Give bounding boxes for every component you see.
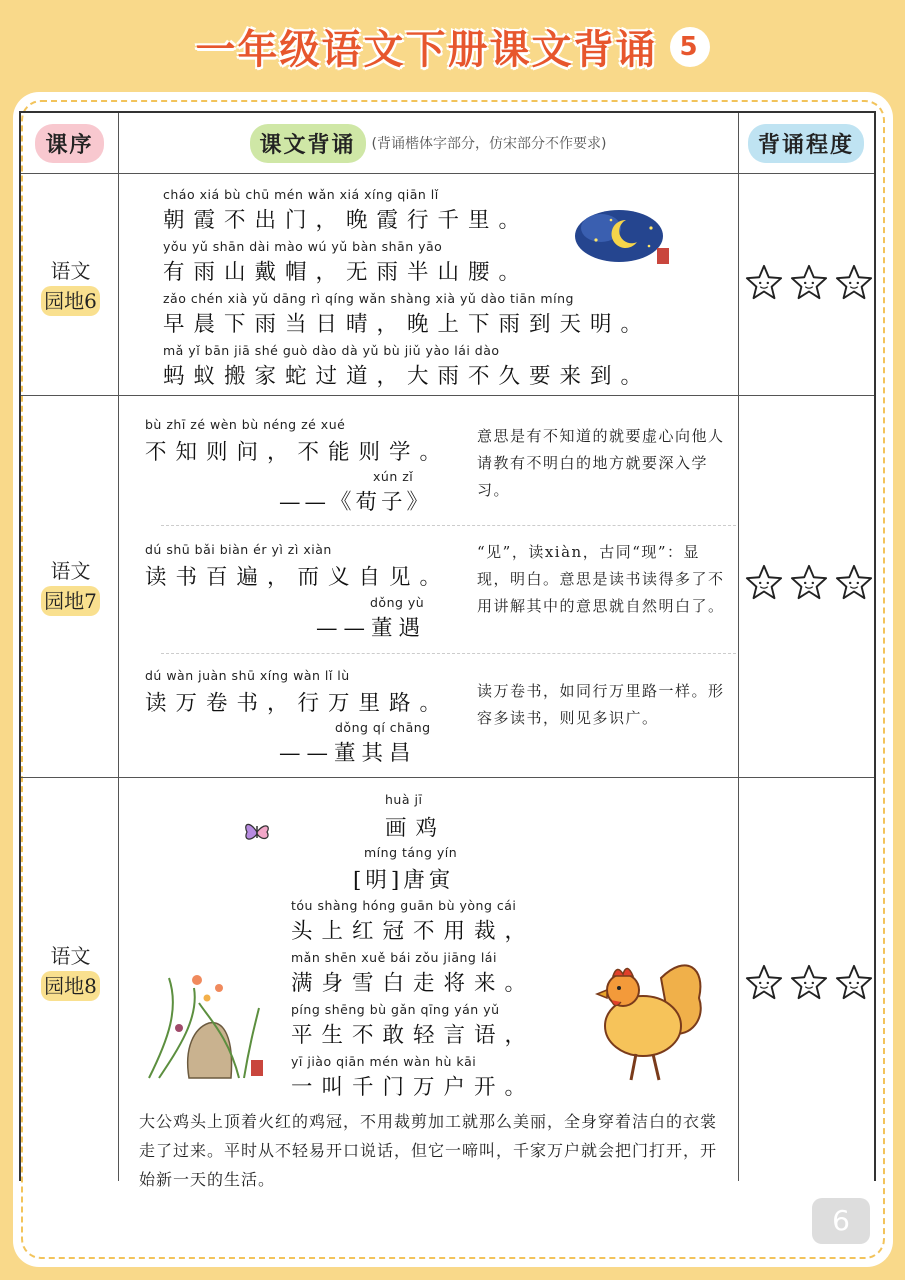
lesson-line2: 园地8 [41, 971, 100, 1001]
source-pinyin: xún zǐ [373, 469, 414, 484]
page-title [0, 18, 905, 75]
source-pinyin: dǒng yù [370, 595, 425, 610]
lesson-line2: 园地6 [41, 286, 100, 316]
text-line: 朝霞不出门，晚霞行千里。 [163, 208, 530, 233]
text-line: 蚂蚁搬家蛇过道，大雨不久要来到。 [163, 364, 652, 389]
night-moon-illustration [571, 198, 671, 278]
text-line: 有雨山戴帽，无雨半山腰。 [163, 260, 530, 285]
source-line: ——董其昌 [279, 741, 417, 766]
pinyin-line: zǎo chén xià yǔ dāng rì qíng wǎn shàng xià yǔ dào tiān míng [163, 291, 574, 306]
lesson-line1: 语文 [50, 559, 91, 583]
stars-row1[interactable] [741, 263, 876, 301]
poem-author: [明]唐寅 [353, 868, 455, 893]
orchid-rock-illustration [139, 968, 269, 1088]
header-progress-label: 背诵程度 [748, 124, 864, 163]
pinyin-line: mǎ yǐ bān jiā shé guò dào dà yǔ bù jiǔ yào lái dào [163, 343, 500, 358]
lesson-line1: 语文 [50, 259, 91, 283]
source-line: ——《荀子》 [279, 490, 433, 515]
header-order [21, 113, 118, 173]
title-text: 一年级语文下册课文背诵 [195, 27, 658, 73]
poem-meaning: 大公鸡头上顶着火红的鸡冠，不用裁剪加工就那么美丽，全身穿着洁白的衣裳走了过来。平时从不轻易开口说话，但它一啼叫，千家万户就会把门打开，开始新一天的生活。 [139, 1112, 718, 1189]
lesson-label-row3 [21, 941, 120, 1001]
recitation-table [19, 111, 876, 1189]
header-text-label: 课文背诵 [250, 124, 366, 163]
header-order-label: 课序 [35, 124, 103, 163]
lesson-line1: 语文 [50, 944, 91, 968]
pinyin-line: cháo xiá bù chū mén wǎn xiá xíng qiān lǐ [163, 187, 439, 202]
header-progress [738, 113, 874, 173]
pinyin-line: dú shū bǎi biàn ér yì zì xiàn [145, 542, 332, 557]
saying-line: 读书百遍，而义自见。 [145, 565, 451, 590]
pinyin-line: yǒu yǔ shān dài mào wú yǔ bàn shān yāo [163, 239, 443, 254]
star-icon[interactable] [790, 563, 828, 601]
source-line: ——董遇 [316, 616, 427, 641]
title-badge: 5 [670, 27, 710, 67]
star-icon[interactable] [835, 563, 873, 601]
butterfly-icon [241, 818, 273, 846]
page-number: 6 [812, 1198, 870, 1244]
star-icon[interactable] [745, 563, 783, 601]
star-icon[interactable] [790, 963, 828, 1001]
stars-row2[interactable] [741, 563, 876, 601]
text-line: 早晨下雨当日晴，晚上下雨到天明。 [163, 312, 652, 337]
source-pinyin: dǒng qí chāng [335, 720, 431, 735]
header-text-note: (背诵楷体字部分，仿宋部分不作要求) [371, 136, 607, 152]
star-icon[interactable] [745, 963, 783, 1001]
poem-author-pinyin: míng táng yín [364, 845, 458, 860]
poem-line: 平生不敢轻言语， [291, 1023, 536, 1048]
poem-line: 满身雪白走将来。 [291, 971, 536, 996]
pinyin-line: yī jiào qiān mén wàn hù kāi [291, 1054, 477, 1069]
star-icon[interactable] [745, 263, 783, 301]
pinyin-line: bù zhī zé wèn bù néng zé xué [145, 417, 346, 432]
star-icon[interactable] [790, 263, 828, 301]
poem-title: 画鸡 [385, 816, 447, 841]
poem-title-pinyin: huà jī [385, 792, 423, 807]
explanation-note: 意思是有不知道的就要虚心向他人请教有不明白的地方就要深入学习。 [477, 427, 725, 499]
poem-line: 头上红冠不用裁， [291, 919, 536, 944]
star-icon[interactable] [835, 963, 873, 1001]
explanation-note: “见”，读xiàn，古同“现”：显现，明白。意思是读书读得多了不用讲解其中的意思就自然明白了。 [477, 543, 725, 615]
header-text [118, 113, 738, 173]
saying-line: 不知则问，不能则学。 [145, 440, 451, 465]
lesson-label-row1 [21, 256, 120, 316]
stars-row3[interactable] [741, 963, 876, 1001]
poem-line: 一叫千门万户开。 [291, 1075, 536, 1100]
lesson-line2: 园地7 [41, 586, 100, 616]
explanation-note: 读万卷书，如同行万里路一样。形容多读书，则见多识广。 [477, 682, 725, 727]
pinyin-line: dú wàn juàn shū xíng wàn lǐ lù [145, 668, 350, 683]
pinyin-line: tóu shàng hóng guān bù yòng cái [291, 898, 517, 913]
saying-line: 读万卷书，行万里路。 [145, 691, 451, 716]
star-icon[interactable] [835, 263, 873, 301]
pinyin-line: píng shēng bù gǎn qīng yán yǔ [291, 1002, 500, 1017]
lesson-label-row2 [21, 556, 120, 616]
rooster-illustration [591, 948, 711, 1088]
pinyin-line: mǎn shēn xuě bái zǒu jiāng lái [291, 950, 497, 965]
